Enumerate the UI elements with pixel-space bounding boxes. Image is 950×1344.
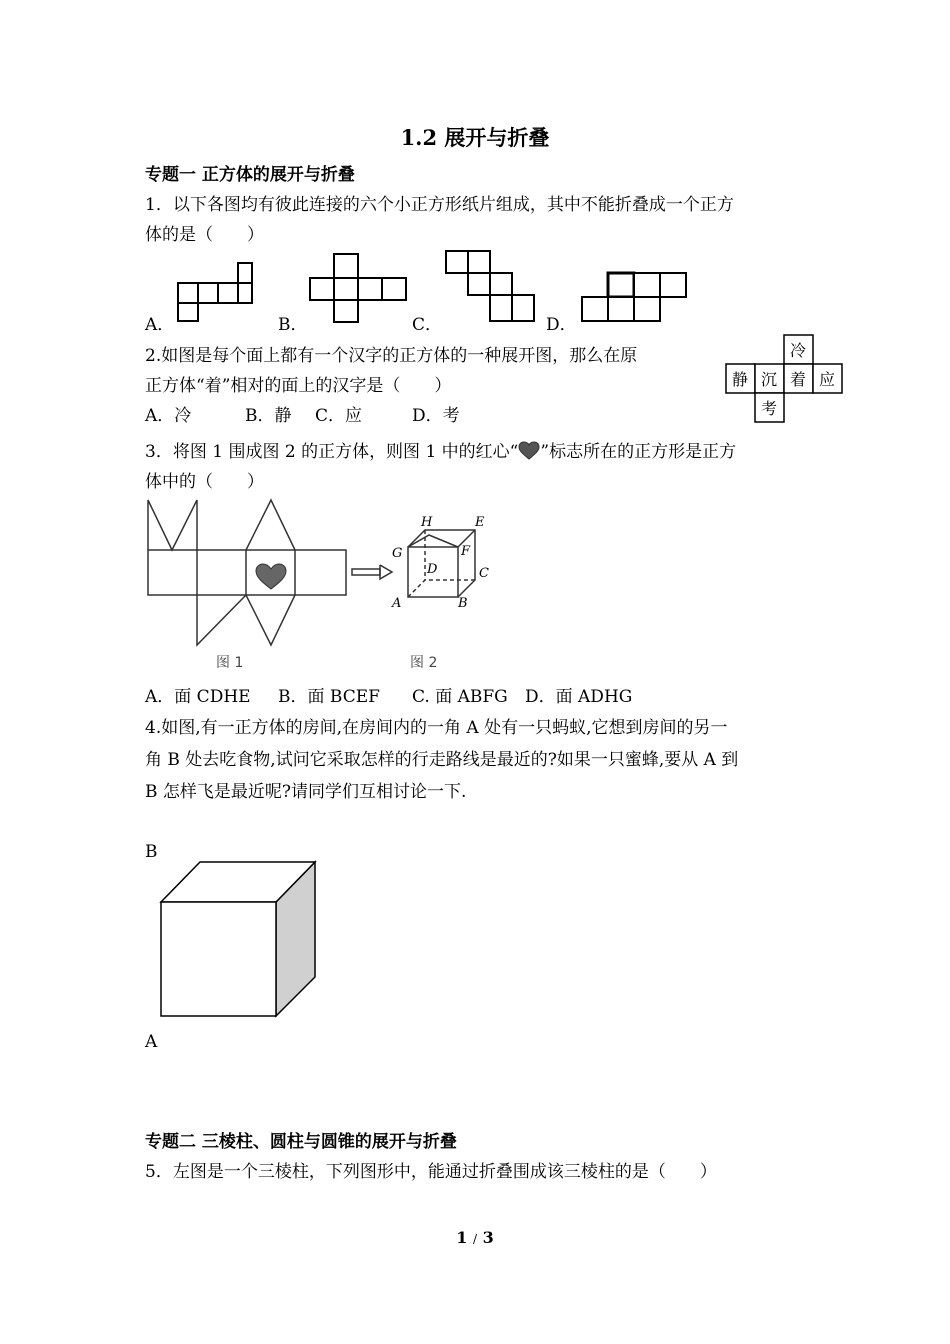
q4-text-line3: B 怎样飞是最近呢?请同学们互相讨论一下. [145,782,467,802]
q1-net-a [170,255,260,325]
room-cube [158,860,318,1020]
q1-option-c[interactable]: C． [412,315,443,335]
q3-option-c[interactable]: C. 面 ABFG [412,687,508,707]
label-a: A [145,1032,158,1052]
q1-option-b[interactable]: B． [278,315,308,335]
vertex-g: G [392,546,403,561]
figure-1-net [148,500,346,645]
net-face-1: 冷 [789,341,807,360]
q2-text-line2: 正方体“着”相对的面上的汉字是（ ） [145,376,452,396]
q1-net-c [440,245,545,330]
vertex-e: E [475,515,485,530]
figure-2-caption: 图 2 [410,655,438,671]
q1-option-d[interactable]: D． [546,315,577,335]
q4-text-line1: 4.如图,有一正方体的房间,在房间内的一角 A 处有一只蚂蚁,它想到房间的另一 [145,718,728,738]
q3-text-line1: 3．将图 1 围成图 2 的正方体，则图 1 中的红心“ ”标志所在的正方形是正方 [145,442,737,462]
vertex-d: D [427,562,438,577]
q2-option-a[interactable]: A．冷 [145,406,192,426]
q3-option-d[interactable]: D．面 ADHG [525,687,633,707]
figure-2-cube [408,530,475,597]
q1-text-line2: 体的是（ ） [145,225,264,245]
heart-icon [518,442,540,460]
vertex-b: B [458,596,468,611]
figure-1-caption: 图 1 [216,655,244,671]
net-face-6: 考 [760,399,778,418]
q3-text-line2: 体中的（ ） [145,472,264,492]
q2-option-b[interactable]: B．静 [245,406,292,426]
section-heading-2: 专题二 三棱柱、圆柱与圆锥的展开与折叠 [145,1132,457,1152]
net-face-2: 静 [731,370,749,389]
q2-option-d[interactable]: D．考 [412,406,460,426]
heart-shape [256,564,286,589]
page-title: 1.2 展开与折叠 [400,125,550,150]
q3-figures [140,495,500,675]
label-b: B [145,842,158,862]
q2-cube-net [726,335,846,425]
net-face-4: 着 [789,370,807,389]
q1-option-a[interactable]: A． [145,315,175,335]
vertex-a: A [392,596,402,611]
q2-option-c[interactable]: C．应 [315,406,363,426]
section-heading-1: 专题一 正方体的展开与折叠 [145,165,355,185]
vertex-c: C [479,566,489,581]
q1-text-line1: 1．以下各图均有彼此连接的六个小正方形纸片组成，其中不能折叠成一个正方 [145,195,734,215]
q1-net-b [300,248,415,328]
page-number: 1 / 3 [456,1228,494,1247]
net-face-3: 沉 [760,370,778,389]
net-face-5: 应 [818,370,836,389]
q2-text-line1: 2.如图是每个面上都有一个汉字的正方体的一种展开图，那么在原 [145,346,638,366]
q1-net-d [575,265,690,327]
q3-option-b[interactable]: B．面 BCEF [278,687,380,707]
q3-option-a[interactable]: A．面 CDHE [145,687,251,707]
arrow-icon [352,565,392,579]
q4-text-line2: 角 B 处去吃食物,试问它采取怎样的行走路线是最近的?如果一只蜜蜂,要从 A 到 [145,750,739,770]
q5-text-line1: 5．左图是一个三棱柱，下列图形中，能通过折叠围成该三棱柱的是（ ） [145,1162,717,1182]
vertex-f: F [461,544,471,559]
vertex-h: H [421,515,433,530]
